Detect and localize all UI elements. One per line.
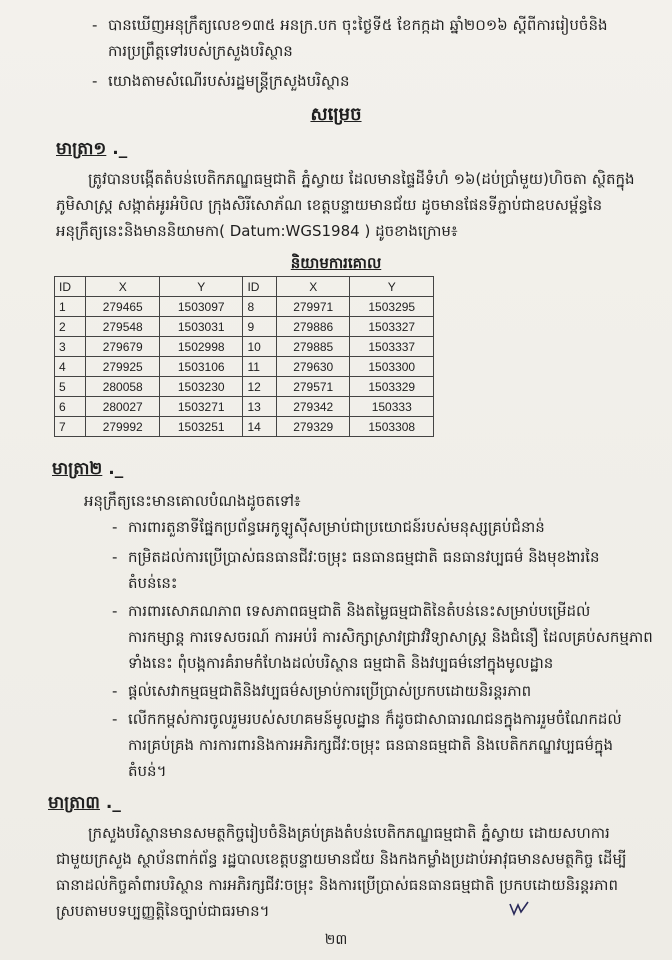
table-header-cell: ID xyxy=(55,277,86,297)
article-3-line: ជាមួយក្រសួង ស្ថាប័នពាក់ព័ន្ធ រដ្ឋបាលខេត្តបន្ទាយមានជ័យ និងកងកម្លាំងប្រដាប់អាវុធមានសមត្ថកិច្ច ដើម្បី xyxy=(56,850,627,868)
table-cell: 10 xyxy=(243,337,277,357)
table-cell: 9 xyxy=(243,317,277,337)
article-2-bullet: - ការពារសោភណភាព ទេសភាពធម្មជាតិ និងតម្លៃធម្មជាតិនៃតំបន់នេះសម្រាប់បម្រើដល់ xyxy=(128,600,590,622)
table-row xyxy=(55,297,434,317)
table-row xyxy=(55,377,434,397)
table-cell: 12 xyxy=(243,377,277,397)
article-3-line: ធានាដល់កិច្ចគាំពារបរិស្ថាន ការអភិរក្សជីវៈចម្រុះ និងការប្រើប្រាស់ធនធានធម្មជាតិ ប្រកបដោយនិរន្តរភាព xyxy=(56,876,618,894)
table-cell: 279342 xyxy=(276,397,350,417)
article-2-bullet: - ផ្តល់សេវាកម្មធម្មជាតិនិងវប្បធម៌សម្រាប់ការប្រើប្រាស់ប្រកបដោយនិរន្តរភាព xyxy=(128,680,531,702)
article-3-label: មាត្រា៣ xyxy=(48,793,100,813)
table-row xyxy=(55,397,434,417)
article-2-bullet: - ការពារតួនាទីផ្នែកប្រព័ន្ធអេកូឡូស៊ីសម្រាប់ជាប្រយោជន៍របស់មនុស្សគ្រប់ជំនាន់ xyxy=(128,516,545,538)
article-2-bullet-cont: តំបន់នេះ xyxy=(128,574,178,592)
article-2-bullet-cont: តំបន់។ xyxy=(128,762,167,780)
table-cell: 279886 xyxy=(276,317,350,337)
table-cell: 150333 xyxy=(350,397,434,417)
table-cell: 280027 xyxy=(86,397,160,417)
table-cell: 7 xyxy=(55,417,86,437)
article-3-line: ស្របតាមបទប្បញ្ញត្តិនៃច្បាប់ជាធរមាន។ xyxy=(56,902,270,920)
table-cell: 279925 xyxy=(86,357,160,377)
article-1-line: ភូមិសាស្ត្រ សង្កាត់អូរអំបិល ក្រុងសិរីសោភ័ណ ខេត្តបន្ទាយមានជ័យ ដូចមានផែនទីភ្ជាប់ជាឧបសម្ព័ន្ធនៃ xyxy=(56,196,603,214)
table-body xyxy=(55,297,434,437)
table-header-row xyxy=(55,277,434,297)
table-cell: 1503327 xyxy=(350,317,434,337)
article-2-bullet-cont: ទាំងនេះ ពុំបង្កការគំរាមកំហែងដល់បរិស្ថាន ធម្មជាតិ និងវប្បធម៌នៅក្នុងមូលដ្ឋាន xyxy=(128,654,554,672)
article-1-line: ត្រូវបានបង្កើតតំបន់បេតិកភណ្ឌធម្មជាតិ ភ្នំស្វាយ ដែលមានផ្ទៃដីទំហំ ១៦(ដប់ប្រាំមួយ)ហិចតា ស្ថិតក្នុង xyxy=(88,170,635,188)
table-cell: 279329 xyxy=(276,417,350,437)
table-cell: 1503308 xyxy=(350,417,434,437)
article-2-bullet: - កម្រិតដល់ការប្រើប្រាស់ធនធានជីវៈចម្រុះ ធនធានធម្មជាតិ ធនធានវប្បធម៌ និងមុខងារនៃ xyxy=(128,546,600,568)
table-header-cell: ID xyxy=(243,277,277,297)
table-header-cell: X xyxy=(276,277,350,297)
article-2-bullet-cont: ការគ្រប់គ្រង ការការពារនិងការអភិរក្សជីវៈចម្រុះ ធនធានធម្មជាតិ និងបេតិកភណ្ឌវប្បធម៌ក្នុង xyxy=(128,736,614,754)
table-cell: 1503031 xyxy=(159,317,243,337)
table-row xyxy=(55,357,434,377)
article-2-bullet-cont: ការកម្សាន្ត ការទេសចរណ៍ ការអប់រំ ការសិក្សាស្រាវជ្រាវវិទ្យាសាស្ត្រ និងជំនឿ ដែលគ្រប់សកម្មភាព xyxy=(128,628,653,646)
table-cell: 280058 xyxy=(86,377,160,397)
table-row xyxy=(55,417,434,437)
table-cell: 1503295 xyxy=(350,297,434,317)
table-cell: 279679 xyxy=(86,337,160,357)
table-cell: 279885 xyxy=(276,337,350,357)
table-header-cell: Y xyxy=(350,277,434,297)
article-1-label: មាត្រា១ xyxy=(56,139,107,159)
intro-bullet: - យោងតាមសំណើរបស់រដ្ឋមន្ត្រីក្រសួងបរិស្ថាន xyxy=(108,70,349,92)
table-cell: 1502998 xyxy=(159,337,243,357)
intro-bullet: - បានឃើញអនុក្រឹត្យលេខ១៣៥ អនក្រ.បក ចុះថ្ងៃទី៥ ខែកក្កដា ឆ្នាំ២០១៦ ស្តីពីការរៀបចំនិង xyxy=(108,14,607,36)
table-cell: 5 xyxy=(55,377,86,397)
article-2-label: មាត្រា២ xyxy=(52,459,103,479)
table-cell: 14 xyxy=(243,417,277,437)
table-header-cell: Y xyxy=(159,277,243,297)
table-cell: 1503300 xyxy=(350,357,434,377)
coordinates-table xyxy=(54,276,434,437)
table-row xyxy=(55,317,434,337)
article-2-heading xyxy=(52,458,123,483)
table-cell: 279548 xyxy=(86,317,160,337)
table-cell: 8 xyxy=(243,297,277,317)
article-3-line: ក្រសួងបរិស្ថានមានសមត្ថកិច្ចរៀបចំនិងគ្រប់គ្រងតំបន់បេតិកភណ្ឌធម្មជាតិ ភ្នំស្វាយ ដោយសហការ xyxy=(88,824,610,842)
table-cell: 1503230 xyxy=(159,377,243,397)
table-cell: 11 xyxy=(243,357,277,377)
table-cell: 1503251 xyxy=(159,417,243,437)
table-cell: 279571 xyxy=(276,377,350,397)
intro-bullet-cont: ការប្រព្រឹត្តទៅរបស់ក្រសួងបរិស្ថាន xyxy=(108,42,293,60)
article-1-suffix: ._ xyxy=(112,139,128,159)
page-number: ២៣ xyxy=(324,932,348,948)
table-cell: 1503106 xyxy=(159,357,243,377)
article-1-line: អនុក្រឹត្យនេះនិងមាននិយាមកា( Datum:WGS1984 ) ដូចខាងក្រោម៖ xyxy=(56,222,458,240)
table-cell: 279630 xyxy=(276,357,350,377)
article-1-heading xyxy=(56,138,127,163)
table-cell: 1503329 xyxy=(350,377,434,397)
table-header-cell: X xyxy=(86,277,160,297)
table-cell: 1503097 xyxy=(159,297,243,317)
table-cell: 1503337 xyxy=(350,337,434,357)
table-cell: 1503271 xyxy=(159,397,243,417)
table-cell: 2 xyxy=(55,317,86,337)
table-cell: 6 xyxy=(55,397,86,417)
table-cell: 279465 xyxy=(86,297,160,317)
table-cell: 13 xyxy=(243,397,277,417)
table-cell: 1 xyxy=(55,297,86,317)
article-2-suffix: ._ xyxy=(108,459,124,479)
table-cell: 3 xyxy=(55,337,86,357)
table-cell: 279971 xyxy=(276,297,350,317)
article-2-bullet: - លើកកម្ពស់ការចូលរួមរបស់សហគមន៍មូលដ្ឋាន ក៏ដូចជាសាធារណជនក្នុងការរួមចំណែកដល់ xyxy=(128,708,622,730)
table-cell: 4 xyxy=(55,357,86,377)
article-3-suffix: ._ xyxy=(105,793,121,813)
table-cell: 279992 xyxy=(86,417,160,437)
table-row xyxy=(55,337,434,357)
table-title: និយាមការគោល xyxy=(290,254,382,272)
article-3-heading xyxy=(48,792,121,817)
article-2-intro: អនុក្រឹត្យនេះមានគោលបំណងដូចតទៅ៖ xyxy=(84,492,301,510)
decision-title: សម្រេច xyxy=(310,104,362,125)
initials-signature-icon xyxy=(508,900,530,916)
